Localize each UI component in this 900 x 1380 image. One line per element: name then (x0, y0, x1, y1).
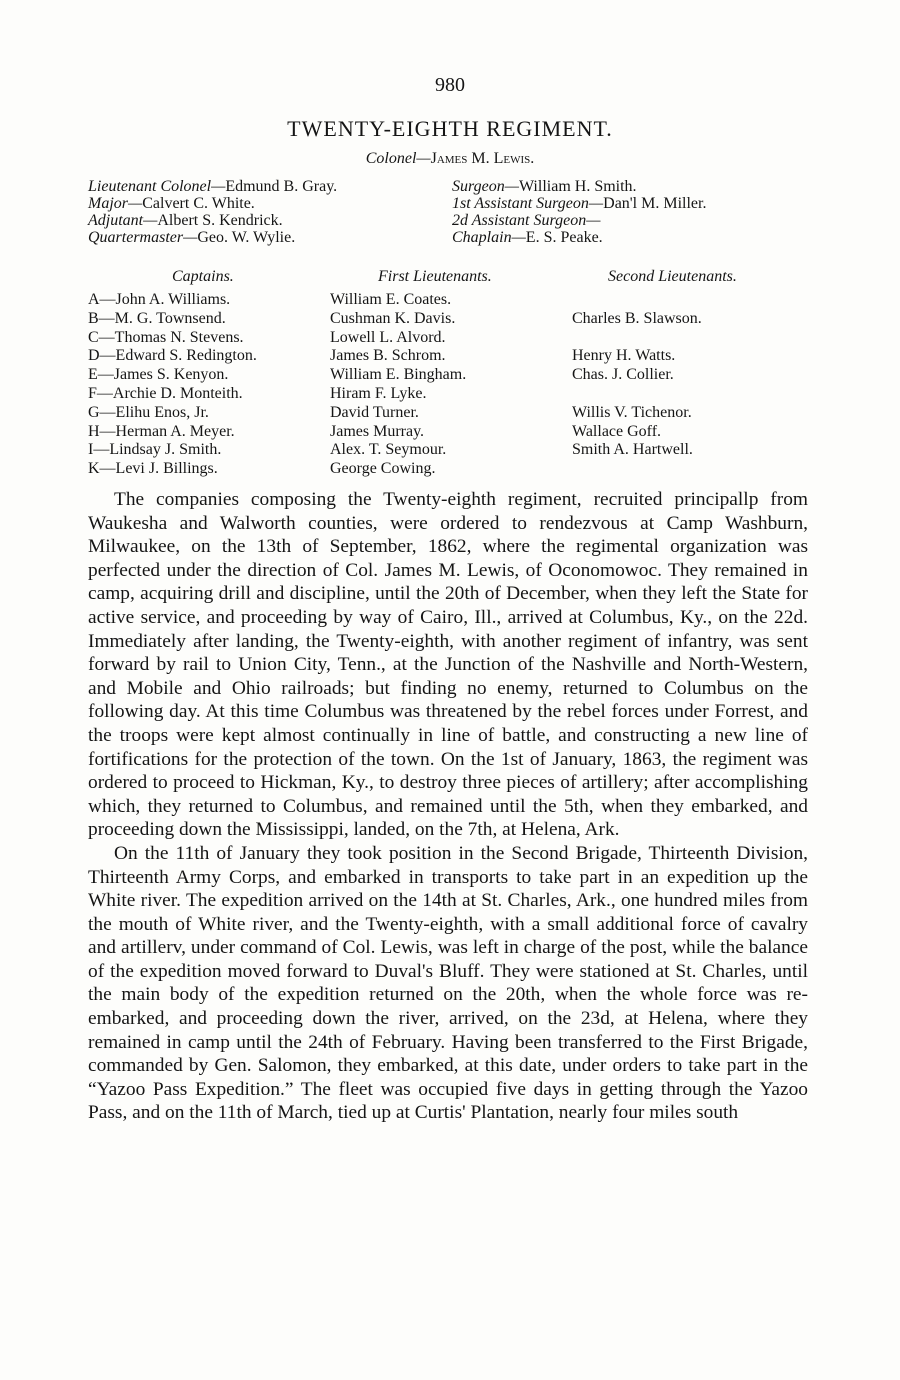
page-number: 980 (435, 74, 465, 96)
second-lieutenant-entry (572, 385, 702, 404)
body-paragraph: The companies composing the Twenty-eighth regiment, recruited principallp from Waukesha and Walworth counties, were ordered to rendezvous at Camp Washburn, Milwaukee, on the 13th of September, 1862, where the regimental organization was perfected under the direction of Col. James M. Lewis, of Oconomowoc. They remained in camp, acquiring drill and discipline, until the 20th of December, when they left the State for active service, and proceeding by way of Cairo, Ill., arrived at Columbus, Ky., on the 22d. Immediately after landing, the Twenty-eighth, with another regiment of infantry, was sent forward by rail to Union City, Tenn., at the Junction of the Nashville and North-Western, and Mobile and Ohio railroads; but finding no enemy, returned to Columbus on the following day. At this time Columbus was threatened by the rebel forces under Forrest, and the troops were kept almost continually in line of battle, and constructing a new line of fortifications for the protection of the town. On the 1st of January, 1863, the regiment was ordered to proceed to Hickman, Ky., to destroy three pieces of artillery; after accomplishing which, they returned to Columbus, and remained until the 5th, when they embarked, and proceeding down the Mississippi, landed, on the 7th, at Helena, Ark. (88, 489, 808, 841)
staff-left-list (88, 178, 337, 246)
first-lieutenant-entry: Hiram F. Lyke. (330, 384, 427, 402)
first-lieutenant-entry: William E. Coates. (330, 291, 452, 308)
staff-entry (88, 229, 337, 246)
staff-role: Surgeon— (452, 178, 519, 195)
second-lieutenant-entry: Henry H. Watts. (572, 347, 676, 365)
captain-entry: H—Herman A. Meyer. (88, 422, 235, 440)
second-lieutenant-entry: Chas. J. Collier. (572, 366, 674, 384)
captain-entry: A—John A. Williams. (88, 291, 231, 308)
staff-name: Dan'l M. Miller. (603, 195, 707, 212)
staff-entry (452, 229, 706, 246)
second-lieutenant-entry: Willis V. Tichenor. (572, 403, 692, 421)
staff-entry (452, 195, 706, 212)
staff-name: E. S. Peake. (525, 229, 603, 246)
captain-entry: C—Thomas N. Stevens. (88, 328, 244, 346)
first-lieutenant-entry: James Murray. (330, 422, 425, 440)
second-lieutenant-entry (572, 460, 702, 479)
staff-name: Calvert C. White. (142, 195, 255, 212)
staff-entry (88, 178, 337, 195)
staff-entry (88, 212, 337, 229)
staff-name: William H. Smith. (518, 178, 637, 195)
captain-entry: K—Levi J. Billings. (88, 460, 218, 478)
staff-right-list (452, 178, 706, 246)
second-lieutenant-entry (572, 291, 702, 310)
captain-entry: I—Lindsay J. Smith. (88, 441, 222, 459)
first-lieutenants-header: First Lieutenants. (378, 268, 492, 285)
staff-role: Quartermaster— (88, 229, 198, 246)
second-lieutenant-entry: Smith A. Hartwell. (572, 441, 693, 459)
staff-role: 2d Assistant Surgeon— (452, 212, 601, 229)
staff-entry (88, 195, 337, 212)
colonel-line (0, 150, 900, 168)
captains-list (88, 291, 257, 479)
captain-entry: D—Edward S. Redington. (88, 347, 257, 365)
second-lieutenant-entry (572, 329, 702, 348)
staff-role: Major— (88, 195, 143, 212)
second-lieutenant-entry: Wallace Goff. (572, 422, 662, 440)
staff-name: Albert S. Kendrick. (157, 212, 283, 229)
first-lieutenants-list (330, 291, 466, 479)
first-lieutenant-entry: James B. Schrom. (330, 347, 446, 365)
second-lieutenants-list (572, 291, 702, 479)
first-lieutenant-entry: Lowell L. Alvord. (330, 328, 446, 346)
staff-role: Adjutant— (88, 212, 158, 229)
first-lieutenant-entry: David Turner. (330, 403, 419, 421)
regiment-history-text (88, 488, 808, 1125)
staff-role: Lieutenant Colonel— (88, 178, 226, 195)
regiment-title: TWENTY-EIGHTH REGIMENT. (287, 116, 613, 141)
captain-entry: B—M. G. Townsend. (88, 309, 226, 327)
staff-entry (452, 212, 706, 229)
colonel-role: Colonel— (365, 150, 431, 167)
first-lieutenant-entry: William E. Bingham. (330, 366, 467, 384)
captain-entry: G—Elihu Enos, Jr. (88, 403, 209, 421)
first-lieutenant-entry: Cushman K. Davis. (330, 309, 456, 327)
staff-name: Edmund B. Gray. (225, 178, 338, 195)
staff-role: 1st Assistant Surgeon— (452, 195, 604, 212)
colonel-name: James M. Lewis. (430, 150, 535, 167)
staff-role: Chaplain— (452, 229, 526, 246)
staff-name: Geo. W. Wylie. (197, 229, 296, 246)
captain-entry: E—James S. Kenyon. (88, 366, 229, 384)
first-lieutenant-entry: Alex. T. Seymour. (330, 441, 447, 459)
second-lieutenants-header: Second Lieutenants. (608, 268, 737, 285)
staff-entry (452, 178, 706, 195)
captains-header: Captains. (172, 268, 234, 285)
first-lieutenant-entry: George Cowing. (330, 460, 436, 478)
body-paragraph: On the 11th of January they took position in the Second Brigade, Thirteenth Division, Thirteenth Army Corps, and embarked in transports to take part in an expedition up the White river. The expedition arrived on the 14th at St. Charles, Ark., one hundred miles from the mouth of White river, and the Twenty-eighth, with a small additional force of cavalry and artillerv, under command of Col. Lewis, was left in charge of the post, while the balance of the expedition moved forward to Duval's Bluff. They were stationed at St. Charles, until the main body of the expedition returned on the 20th, when the whole force was re-embarked, and proceeding down the river, arrived, on the 23d, at Helena, where they remained in camp until the 24th of February. Having been transferred to the First Brigade, commanded by Gen. Salomon, they embarked, at this date, under orders to take part in the “Yazoo Pass Expedition.” The fleet was occupied five days in getting through the Yazoo Pass, and on the 11th of March, tied up at Curtis' Plantation, nearly four miles south (88, 842, 808, 1124)
second-lieutenant-entry: Charles B. Slawson. (572, 309, 702, 327)
captain-entry: F—Archie D. Monteith. (88, 384, 243, 402)
